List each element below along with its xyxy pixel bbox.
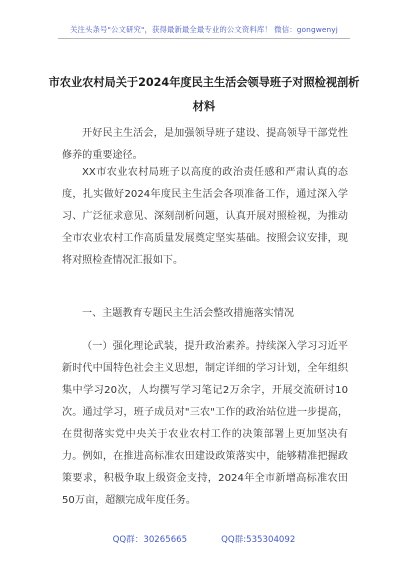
intro-paragraph-1: 开好民主生活会，是加强领导班子建设、提高领导干部党性修养的重要途径。: [62, 128, 348, 161]
footer-qq-group-2: QQ群:535304092: [221, 535, 296, 545]
document-title: 市农业农村局关于2024年度民主生活会领导班子对照检视剖析材料: [48, 76, 360, 113]
subsection-block: [62, 336, 348, 512]
footer-qq-group-1: QQ群：30265665: [112, 535, 188, 545]
section-1-block: [62, 303, 348, 325]
header-divider: [58, 38, 350, 39]
subsection-paragraph: （一）强化理论武装，提升政治素养。持续深入学习习近平新时代中国特色社会主义思想，制定详细的学习计划，全年组织集中学习20次，人均撰写学习笔记2万余字，开展交流研讨10次。通过学习，班子成员对"三农"工作的政治站位进一步提高，在贯彻落实党中央关于农业农村工作的决策部署上更加坚决有力。例如，在推进高标准农田建设政策落实中，能够精准把握政策要求，积极争取上级资金支持，2024年全市新增高标准农田50万亩，超额完成年度任务。: [62, 341, 348, 506]
intro-block-2: [62, 162, 348, 272]
section-heading: 一、主题教育专题民主生活会整改措施落实情况: [82, 308, 294, 319]
header-banner: 关注头条号"公文研究"，获得最新最全最专业的公文资料库！ 微信：gongwenyj: [70, 25, 338, 34]
intro-block: [62, 123, 348, 167]
footer-contact: [0, 533, 408, 545]
intro-paragraph-2: XX市农业农村局班子以高度的政治责任感和严肃认真的态度，扎实做好2024年度民主生活会各项准备工作，通过深入学习、广泛征求意见、深刻剖析问题，认真开展对照检视，为推动全市农业农村工作高质量发展奠定坚实基础。按照会议安排，现将对照检查情况汇报如下。: [62, 167, 348, 266]
